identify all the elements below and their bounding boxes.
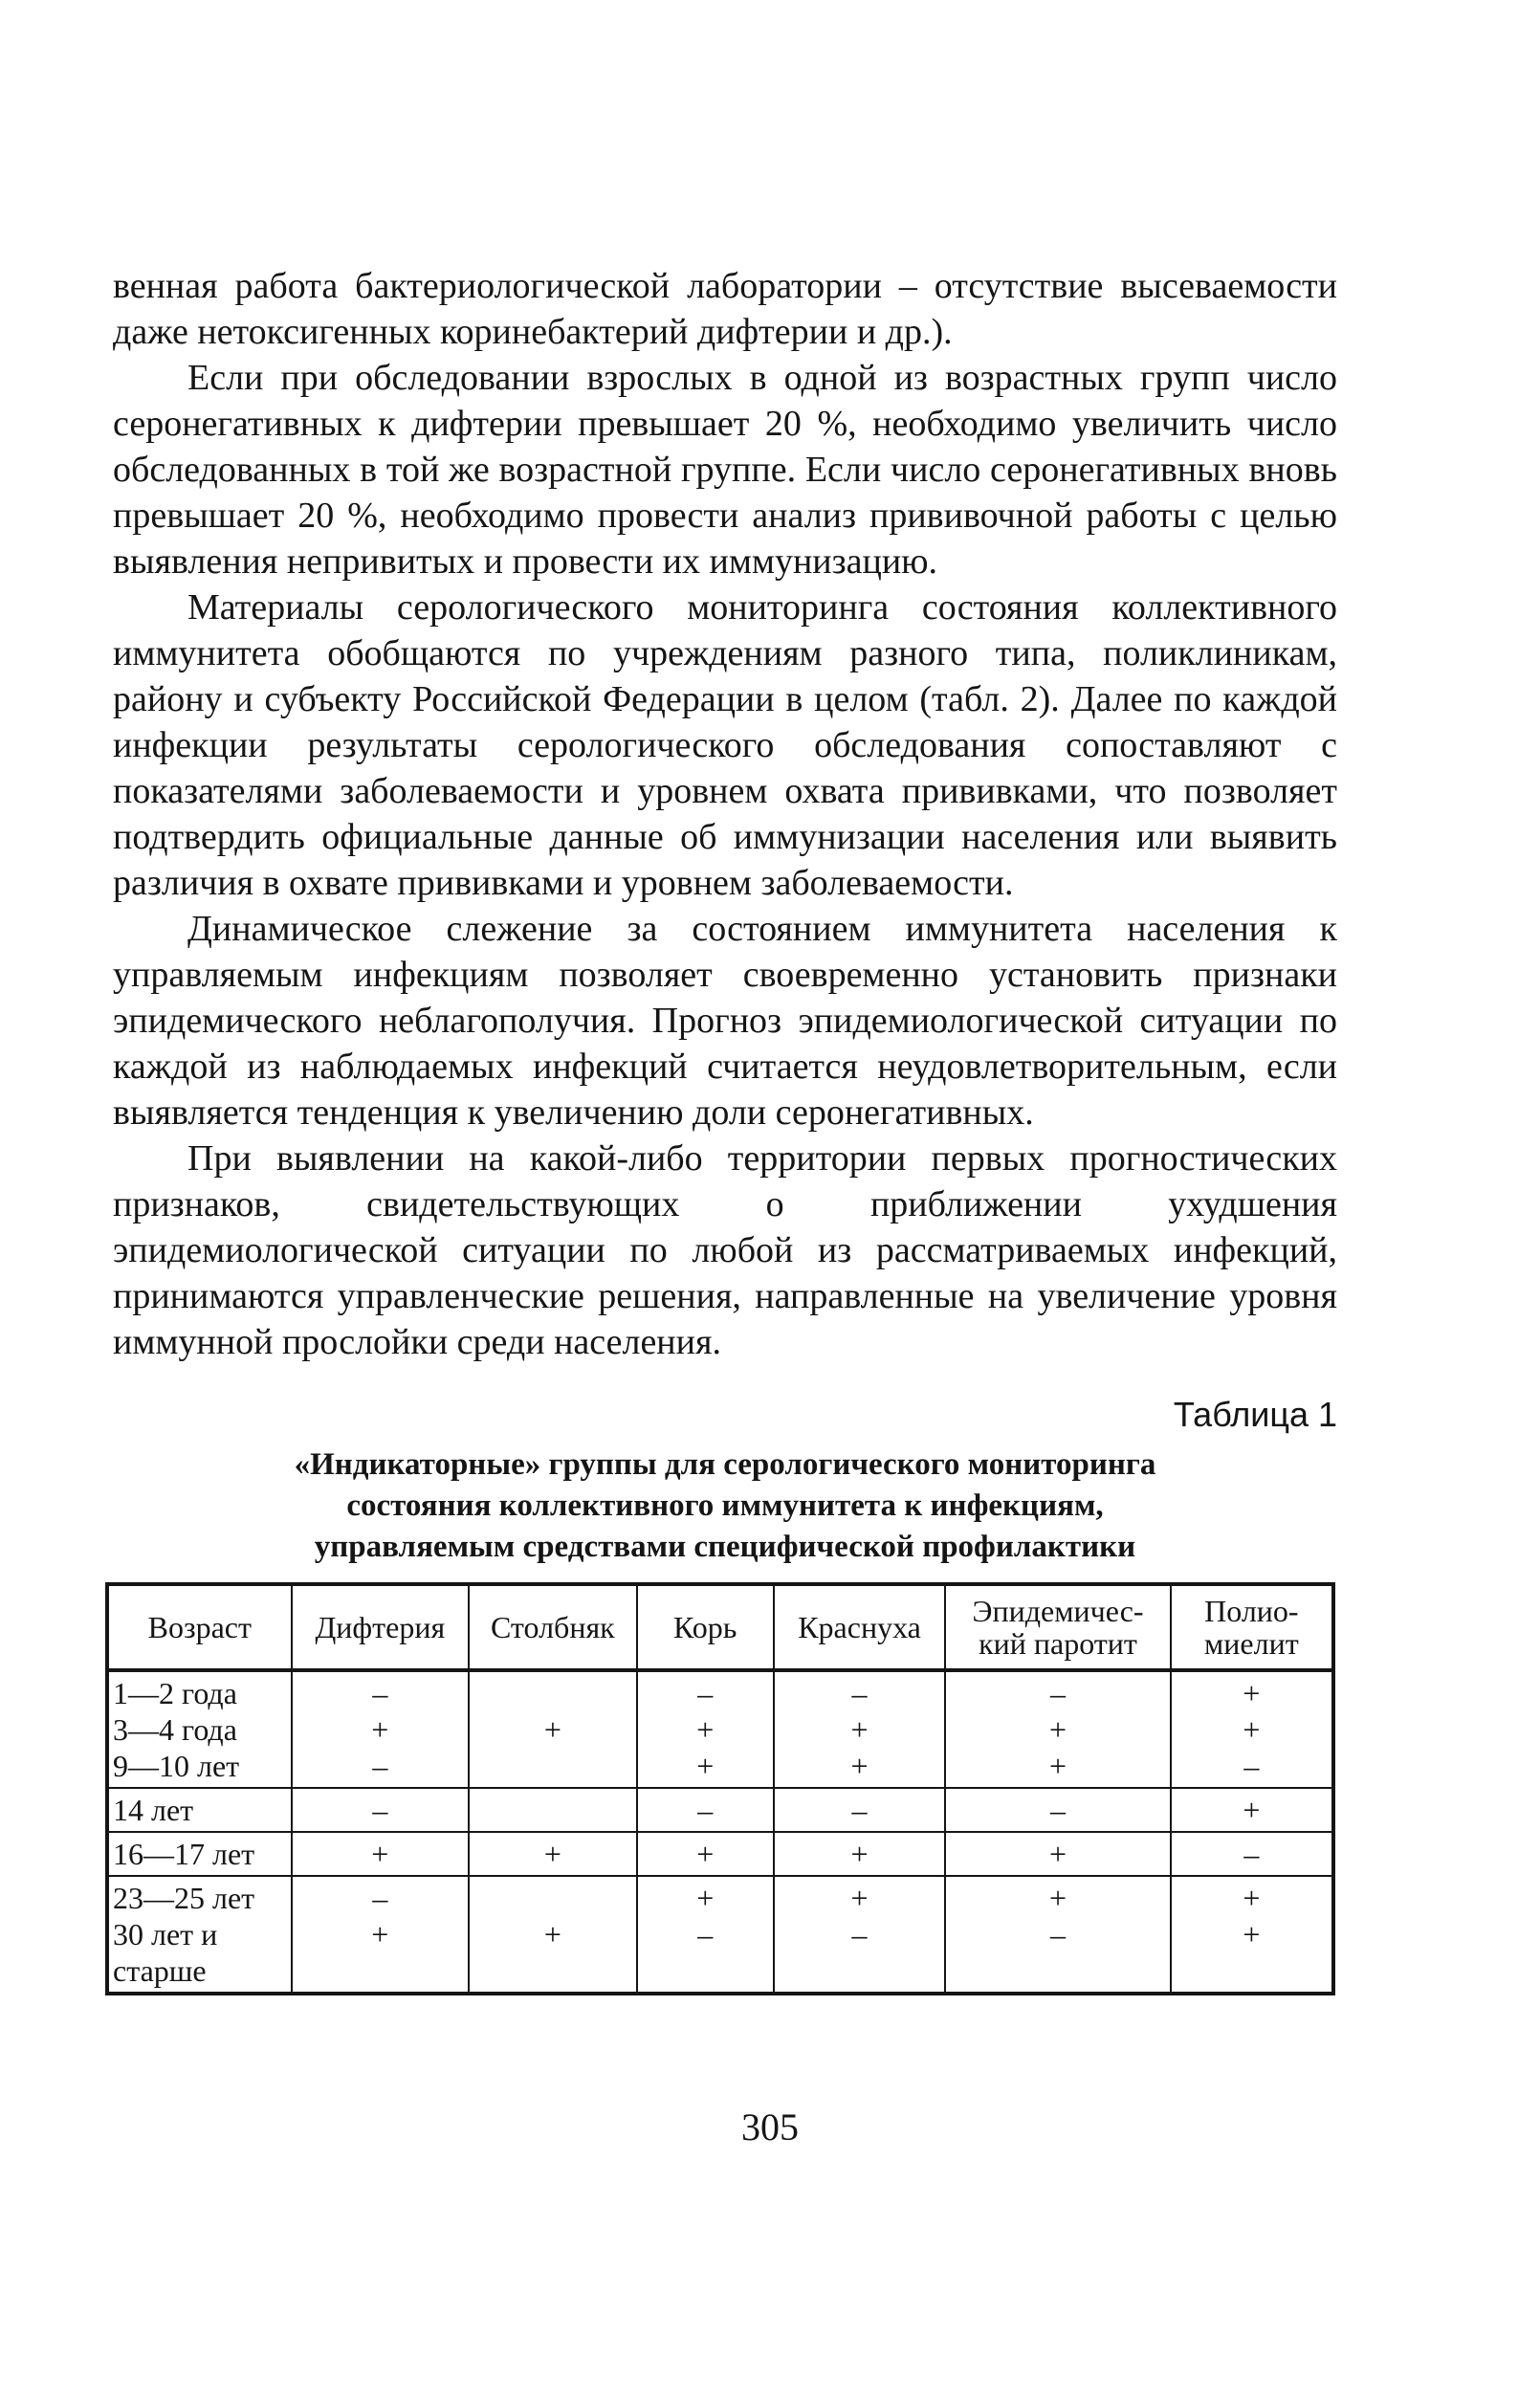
polio-cell [1171, 1876, 1333, 1994]
age-group-cell [107, 1670, 292, 1788]
indicator-mark: – [697, 1676, 714, 1710]
rubella-cell [774, 1788, 946, 1832]
column-header-mumps: Эпидемичес-кий паротит [945, 1584, 1170, 1670]
indicator-mark: – [1049, 1917, 1066, 1951]
indicator-mark: + [543, 1917, 561, 1951]
table-row [107, 1670, 1333, 1788]
polio-cell [1171, 1832, 1333, 1876]
indicator-mark [298, 1952, 463, 1989]
age-group-label: 23—25 лет [113, 1881, 255, 1915]
indicator-mark: + [696, 1749, 715, 1783]
indicator-mark: + [371, 1837, 389, 1871]
indicator-mark: + [1243, 1712, 1261, 1747]
age-group-label: старше [113, 1953, 207, 1988]
table-title-line: управляемым средствами специфической профилактики [314, 1530, 1136, 1564]
age-group-label: 16—17 лет [113, 1837, 255, 1871]
age-group-label: 9—10 лет [113, 1749, 240, 1783]
indicator-mark: – [697, 1793, 714, 1827]
mumps-cell [945, 1832, 1170, 1876]
mumps-cell [945, 1788, 1170, 1832]
indicator-mark: + [371, 1712, 389, 1747]
age-group-label: 1—2 года [113, 1676, 237, 1710]
rubella-cell [774, 1670, 946, 1788]
rubella-cell [774, 1832, 946, 1876]
indicator-mark [475, 1792, 630, 1828]
paragraph: Если при обследовании взрослых в одной из возрастных групп число серонегативных к дифтерии превышает 20 %, необходимо увеличить число обследованных в той же возрастной группе. Если число серонегативных вновь превышает 20 %, необходимо провести анализ прививочной работы с целью выявления непривитых и провести их иммунизацию. [113, 358, 1337, 582]
indicator-mark: – [851, 1676, 868, 1710]
paragraph: Материалы серологического мониторинга состояния коллективного иммунитета обобщаются по учреждениям разного типа, поликлиникам, району и субъекту Российской Федерации в целом (табл. 2). Далее по каждой инфекции результаты серологического обследования сопоставляют с показателями заболеваемости и уровнем охвата прививками, что позволяет подтвердить официальные данные об иммунизации населения или выявить различия в охвате прививками и уровнем заболеваемости. [113, 587, 1337, 903]
age-group-label: 14 лет [113, 1793, 194, 1827]
indicator-mark: – [1243, 1749, 1260, 1783]
age-group-label: 30 лет и [113, 1917, 218, 1951]
measles-cell [637, 1788, 774, 1832]
indicator-mark: + [543, 1837, 561, 1871]
tetanus-cell [469, 1876, 637, 1994]
column-header-diphtheria: Дифтерия [292, 1584, 470, 1670]
indicator-groups-table [105, 1582, 1335, 1995]
table-row [107, 1832, 1333, 1876]
diphtheria-cell [292, 1876, 470, 1994]
polio-cell [1171, 1670, 1333, 1788]
age-group-label: 3—4 года [113, 1712, 237, 1747]
table-title-line: состояния коллективного иммунитета к инфекциям, [346, 1488, 1104, 1523]
indicator-mark [952, 1952, 1163, 1989]
column-header-tetanus: Столбняк [469, 1584, 637, 1670]
indicator-mark: + [1243, 1917, 1261, 1951]
indicator-mark: – [1049, 1793, 1066, 1827]
diphtheria-cell [292, 1670, 470, 1788]
column-header-polio: Полио-миелит [1171, 1584, 1333, 1670]
paragraph-continuation: венная работа бактериологической лаборатории – отсутствие высеваемости даже нетоксигенных коринебактерий дифтерии и др.). [113, 266, 1337, 352]
mumps-cell [945, 1876, 1170, 1994]
age-group-cell [107, 1876, 292, 1994]
indicator-mark [475, 1880, 630, 1916]
indicator-mark: + [1048, 1837, 1067, 1871]
table-body [107, 1670, 1333, 1994]
page-number: 305 [741, 2105, 799, 2149]
rubella-cell [774, 1876, 946, 1994]
indicator-mark: – [372, 1676, 388, 1710]
measles-cell [637, 1876, 774, 1994]
indicator-mark: – [697, 1917, 714, 1951]
diphtheria-cell [292, 1788, 470, 1832]
column-header-rubella: Краснуха [774, 1584, 946, 1670]
table-label: Таблица 1 [1173, 1395, 1337, 1434]
age-group-cell [107, 1832, 292, 1876]
indicator-mark: + [696, 1881, 715, 1915]
indicator-mark: + [543, 1712, 561, 1747]
indicator-mark: – [851, 1793, 868, 1827]
indicator-mark [644, 1952, 767, 1989]
paragraph: При выявлении на какой-либо территории первых прогностических признаков, свидетельствующих о приближении ухудшения эпидемиологической ситуации по любой из рассматриваемых инфекций, принимаются управленческие решения, направленные на увеличение уровня иммунной прослойки среди населения. [113, 1138, 1337, 1362]
column-header-age: Возраст [107, 1584, 292, 1670]
indicator-mark: + [850, 1881, 869, 1915]
table-row [107, 1788, 1333, 1832]
indicator-mark: + [1048, 1881, 1067, 1915]
indicator-mark: + [850, 1837, 869, 1871]
indicator-mark: + [850, 1749, 869, 1783]
indicator-mark [475, 1675, 630, 1711]
indicator-mark: + [1243, 1793, 1261, 1827]
mumps-cell [945, 1670, 1170, 1788]
indicator-mark: – [851, 1917, 868, 1951]
indicator-mark [475, 1952, 630, 1989]
column-header-measles: Корь [637, 1584, 774, 1670]
diphtheria-cell [292, 1832, 470, 1876]
table-header-row [107, 1584, 1333, 1670]
indicator-mark: + [696, 1837, 715, 1871]
indicator-mark: – [372, 1749, 388, 1783]
table-title [113, 1444, 1337, 1568]
age-group-cell [107, 1788, 292, 1832]
indicator-mark: + [1243, 1676, 1261, 1710]
indicator-mark [1177, 1952, 1326, 1989]
indicator-mark: – [372, 1881, 388, 1915]
indicator-mark [475, 1748, 630, 1784]
indicator-mark: – [372, 1793, 388, 1827]
indicator-mark: + [371, 1917, 389, 1951]
measles-cell [637, 1832, 774, 1876]
indicator-mark: – [1049, 1676, 1066, 1710]
measles-cell [637, 1670, 774, 1788]
paragraph: Динамическое слежение за состоянием иммунитета населения к управляемым инфекциям позволяет своевременно установить признаки эпидемического неблагополучия. Прогноз эпидемиологической ситуации по каждой из наблюдаемых инфекций считается неудовлетворительным, если выявляется тенденция к увеличению доли серонегативных. [113, 909, 1337, 1133]
indicator-mark: + [696, 1712, 715, 1747]
tetanus-cell [469, 1788, 637, 1832]
tetanus-cell [469, 1670, 637, 1788]
indicator-mark [781, 1952, 939, 1989]
indicator-mark: + [1243, 1881, 1261, 1915]
tetanus-cell [469, 1832, 637, 1876]
polio-cell [1171, 1788, 1333, 1832]
body-text [113, 263, 1337, 1365]
indicator-mark: + [1048, 1712, 1067, 1747]
indicator-mark: + [1048, 1749, 1067, 1783]
table-title-line: «Индикаторные» группы для серологического мониторинга [294, 1447, 1156, 1482]
indicator-mark: – [1243, 1837, 1260, 1871]
table-row [107, 1876, 1333, 1994]
indicator-mark: + [850, 1712, 869, 1747]
